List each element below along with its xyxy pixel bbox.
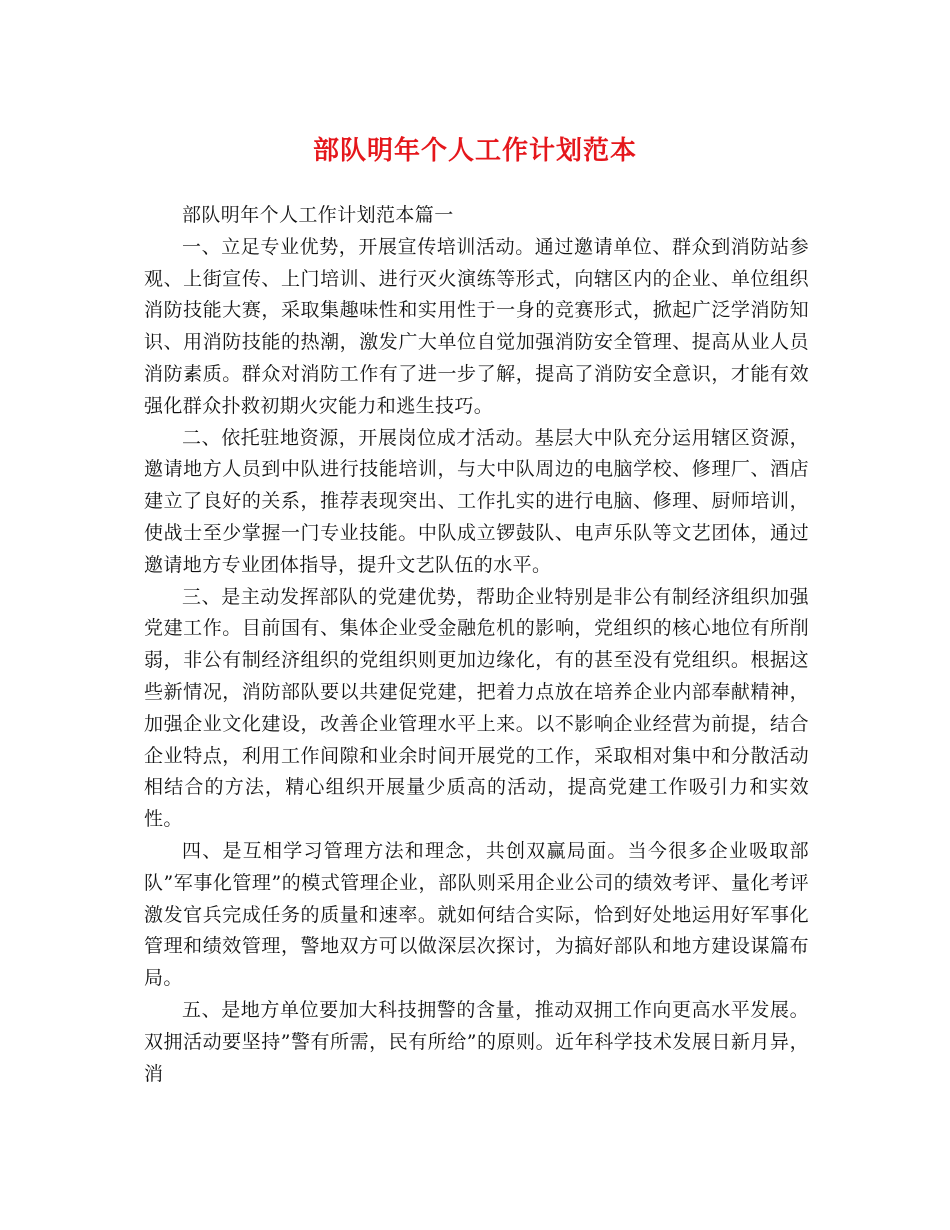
document-body [144, 200, 809, 1090]
paragraph-3: 三、是主动发挥部队的党建优势，帮助企业特别是非公有制经济组织加强党建工作。目前国有、集体企业受金融危机的影响，党组织的核心地位有所削弱，非公有制经济组织的党组织则更加边缘化，有的甚至没有党组织。根据这些新情况，消防部队要以共建促党建，把着力点放在培养企业内部奉献精神，加强企业文化建设，改善企业管理水平上来。以不影响企业经营为前提，结合企业特点，利用工作间隙和业余时间开展党的工作，采取相对集中和分散活动相结合的方法，精心组织开展量少质高的活动，提高党建工作吸引力和实效性。 [144, 585, 809, 831]
paragraph-1: 一、立足专业优势，开展宣传培训活动。通过邀请单位、群众到消防站参观、上街宣传、上门培训、进行灭火演练等形式，向辖区内的企业、单位组织消防技能大赛，采取集趣味性和实用性于一身的竞赛形式，掀起广泛学消防知识、用消防技能的热潮，激发广大单位自觉加强消防安全管理、提高从业人员消防素质。群众对消防工作有了进一步了解，提高了消防安全意识，才能有效强化群众扑救初期火灾能力和逃生技巧。 [144, 235, 809, 417]
paragraph-4: 四、是互相学习管理方法和理念，共创双赢局面。当今很多企业吸取部队”军事化管理”的模式管理企业，部队则采用企业公司的绩效考评、量化考评激发官兵完成任务的质量和速率。就如何结合实际，恰到好处地运用好军事化管理和绩效管理，警地双方可以做深层次探讨，为搞好部队和地方建设谋篇布局。 [144, 839, 809, 990]
document-title: 部队明年个人工作计划范本 [312, 136, 637, 166]
paragraph-2: 二、依托驻地资源，开展岗位成才活动。基层大中队充分运用辖区资源，邀请地方人员到中队进行技能培训，与大中队周边的电脑学校、修理厂、酒店建立了良好的关系，推荐表现突出、工作扎实的进行电脑、修理、厨师培训，使战士至少掌握一门专业技能。中队成立锣鼓队、电声乐队等文艺团体，通过邀请地方专业团体指导，提升文艺队伍的水平。 [144, 426, 809, 576]
section-subheading: 部队明年个人工作计划范本篇一 [182, 204, 454, 226]
paragraph-5: 五、是地方单位要加大科技拥警的含量，推动双拥工作向更高水平发展。双拥活动要坚持”警有所需，民有所给”的原则。近年科学技术发展日新月异，消 [144, 998, 809, 1085]
